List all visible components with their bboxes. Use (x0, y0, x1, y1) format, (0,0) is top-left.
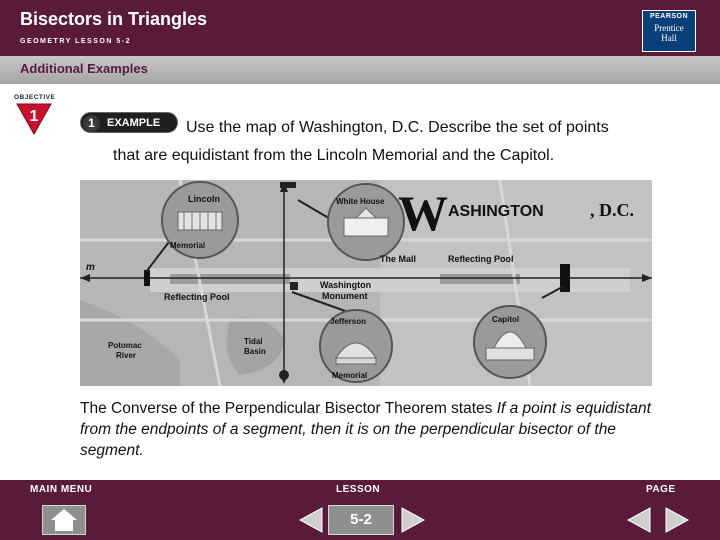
example-badge (80, 112, 178, 133)
reflecting-pool-left-shape (170, 274, 290, 284)
page-next-arrow-icon[interactable] (664, 506, 690, 534)
example-prompt-line-1: Use the map of Washington, D.C. Describe the set of points (186, 119, 609, 136)
logo-prentice-text: Prentice (654, 23, 684, 33)
potomac-label: Potomac (108, 341, 142, 350)
white-house-label: White House (336, 197, 385, 206)
basin-label: Basin (244, 347, 266, 356)
section-title: Additional Examples (20, 61, 148, 76)
tidal-label: Tidal (244, 337, 263, 346)
main-menu-label: MAIN MENU (30, 484, 93, 495)
home-icon (43, 506, 85, 534)
washington-label: Washington (320, 280, 372, 290)
example-number: 1 (83, 115, 100, 132)
river-label: River (116, 351, 137, 360)
page-prev-arrow-icon[interactable] (626, 506, 652, 534)
reflecting-pool-right-shape (440, 274, 520, 284)
logo-pearson-text: PEARSON (649, 13, 689, 20)
the-mall-label: The Mall (380, 254, 417, 264)
lesson-subtitle: GEOMETRY LESSON 5-2 (20, 38, 131, 45)
jefferson-memorial-label: Memorial (332, 371, 368, 380)
memorial-label: Memorial (170, 241, 206, 250)
objective-number: 1 (29, 108, 39, 125)
lesson-label: LESSON (336, 484, 381, 495)
section-band (0, 56, 720, 84)
pearson-prentice-hall-logo (642, 10, 696, 52)
page-label: PAGE (646, 484, 676, 495)
lincoln-label: Lincoln (188, 194, 220, 204)
map-drawing (80, 180, 652, 386)
lesson-number-box: 5-2 (328, 505, 394, 535)
objective-triangle-icon (16, 103, 52, 135)
lincoln-endpoint-marker (144, 270, 150, 286)
reflecting-pool-left-label: Reflecting Pool (164, 292, 230, 302)
monument-label: Monument (322, 291, 368, 301)
objective-label: OBJECTIVE (14, 94, 56, 101)
washington-dc-map (80, 180, 652, 386)
main-menu-home-button[interactable] (42, 505, 86, 535)
jefferson-label: Jefferson (330, 317, 367, 326)
header-bar (0, 0, 720, 56)
line-m-label: m (86, 262, 95, 273)
washington-monument-marker (290, 282, 298, 290)
logo-hall-text: Hall (661, 33, 677, 43)
theorem-statement (80, 398, 680, 461)
page-title: Bisectors in Triangles (20, 9, 208, 29)
theorem-normal-text: The Converse of the Perpendicular Bisector Theorem states (80, 400, 497, 417)
footer-nav-bar (0, 480, 720, 540)
capitol-label: Capitol (492, 315, 520, 324)
example-prompt-line-2: that are equidistant from the Lincoln Memorial and the Capitol. (113, 147, 555, 164)
example-label: EXAMPLE (107, 117, 161, 129)
lesson-prev-arrow-icon[interactable] (298, 506, 324, 534)
map-title-initial: W (398, 185, 448, 241)
lesson-next-arrow-icon[interactable] (400, 506, 426, 534)
map-title-suffix: , D.C. (590, 200, 634, 220)
map-title-rest: ASHINGTON (448, 203, 544, 220)
reflecting-pool-right-label: Reflecting Pool (448, 254, 514, 264)
theorem-italic-text: If a point is equidistant from the endpoints of a segment, then it is on the perpendicular bisector of the segment. (80, 400, 651, 459)
